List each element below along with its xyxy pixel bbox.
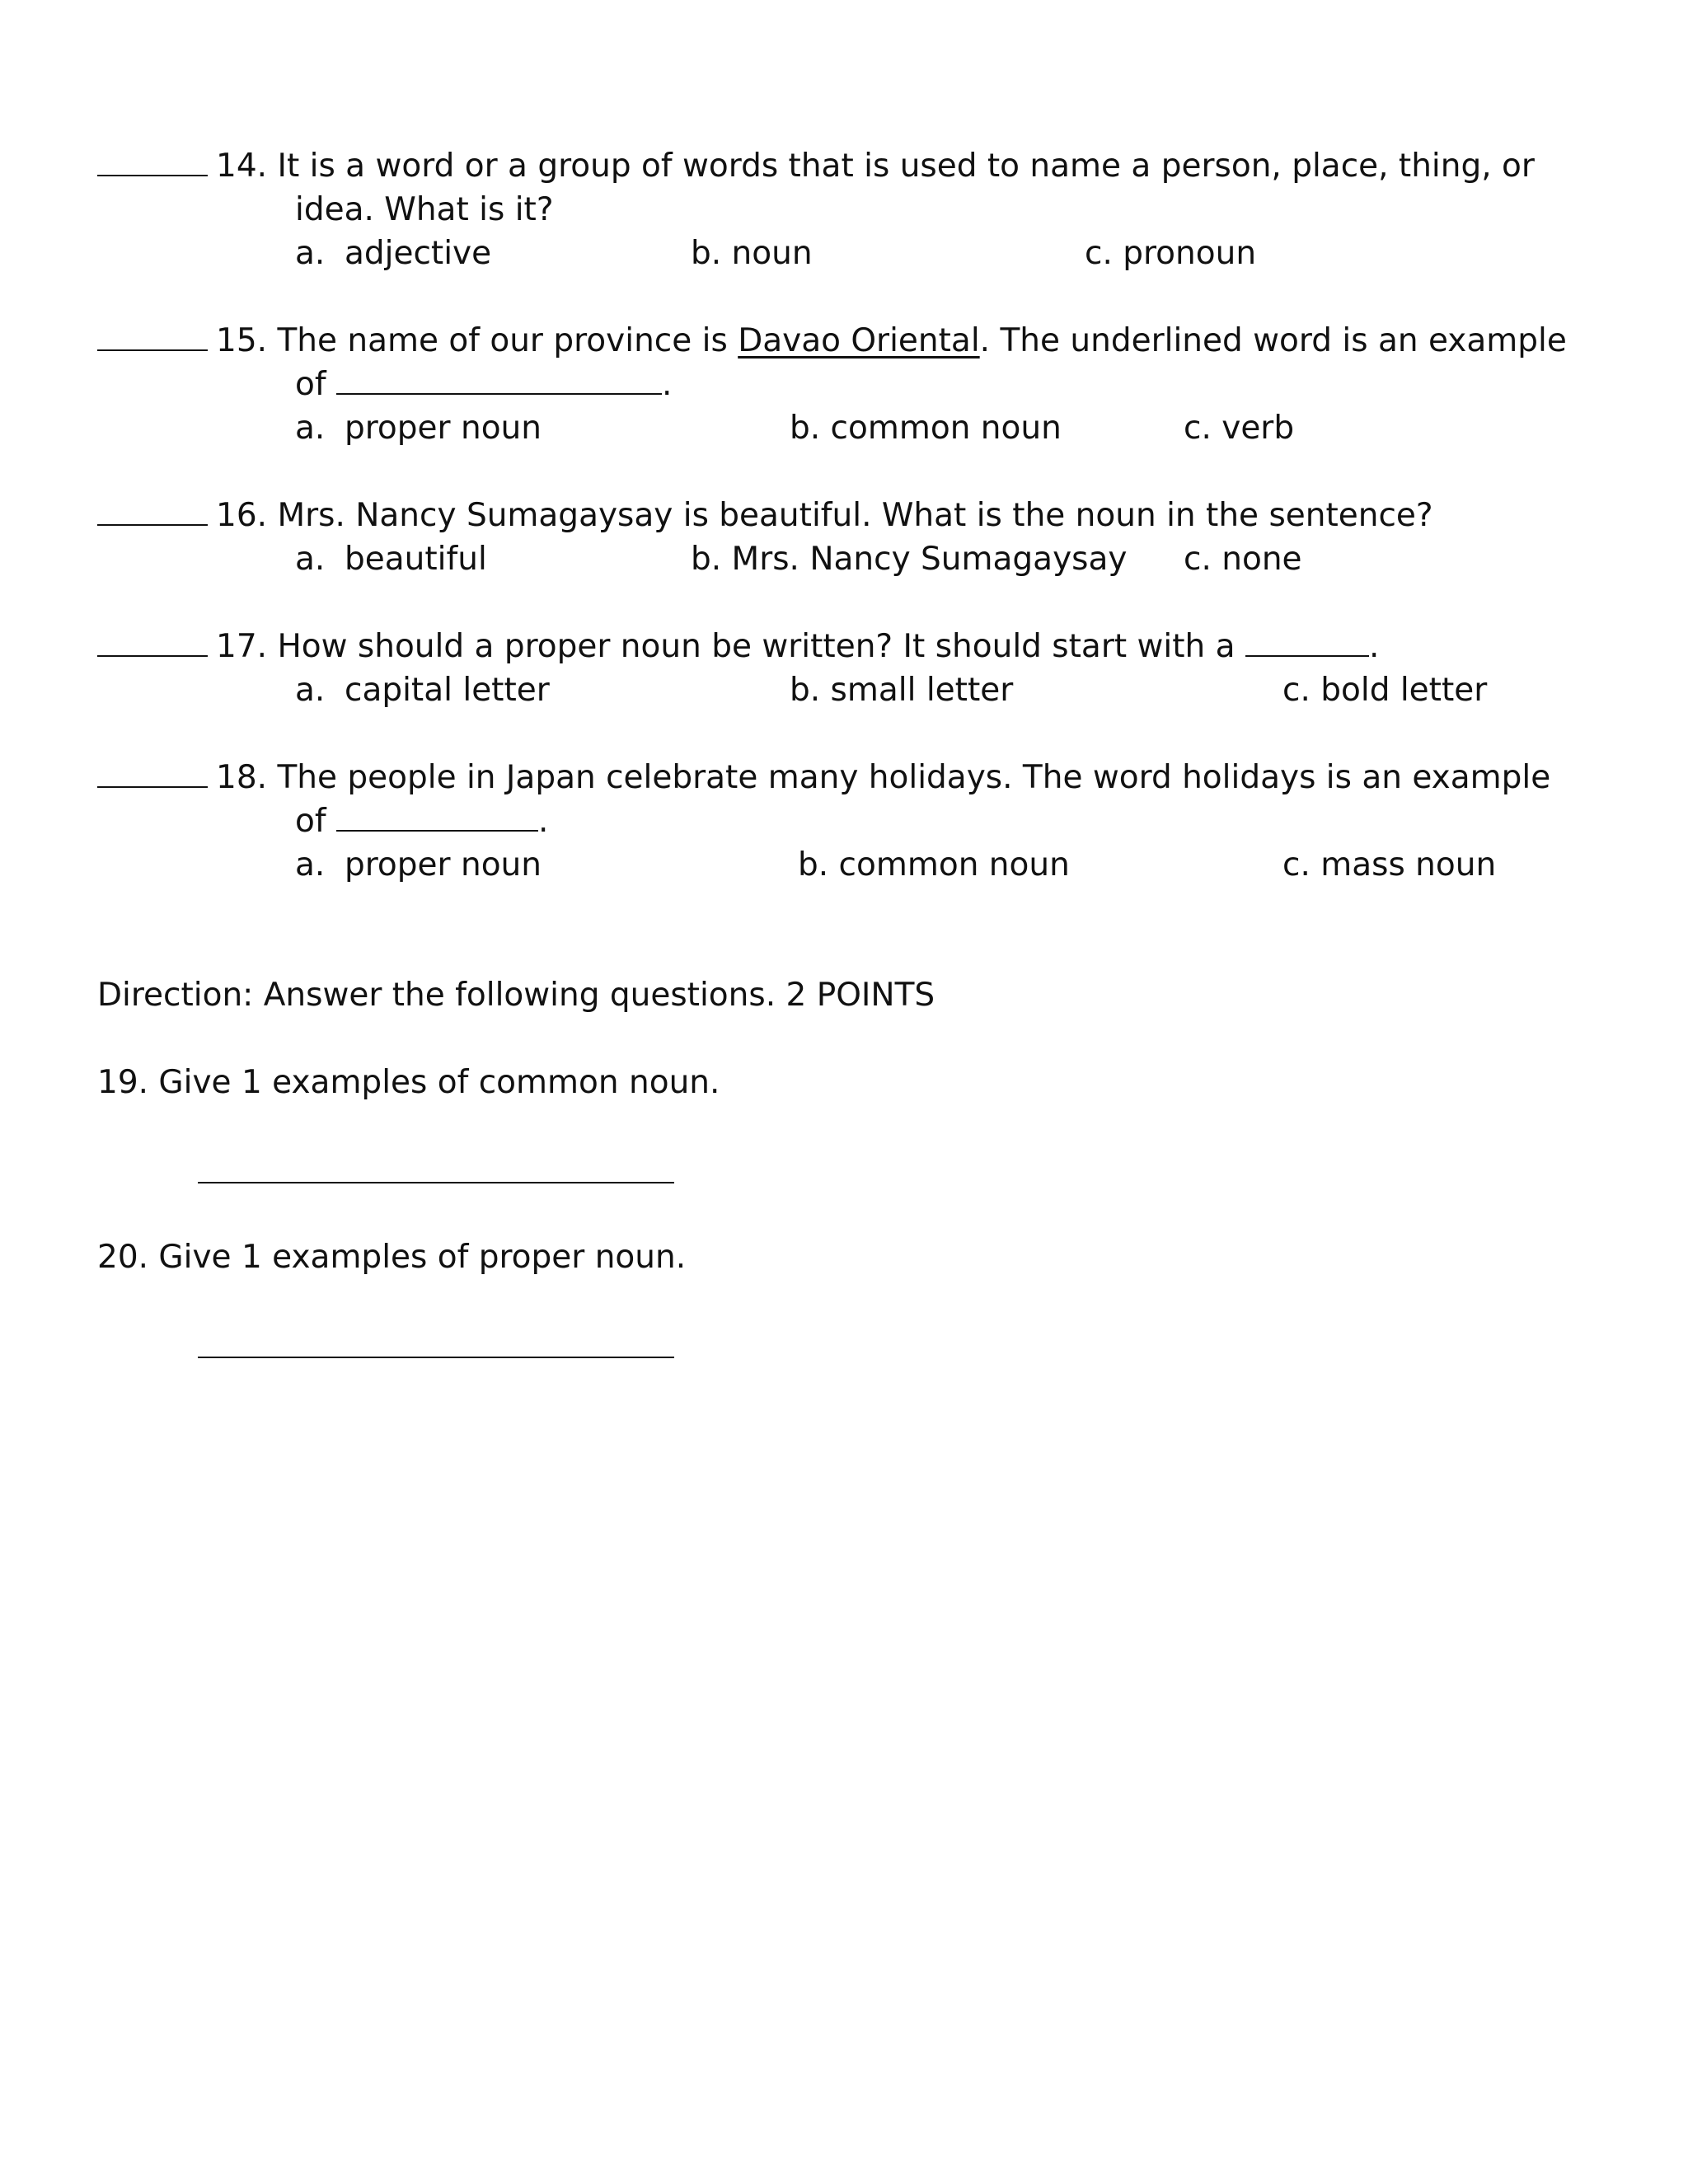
question-14-line2: idea. What is it? — [295, 191, 554, 228]
option-a — [295, 232, 491, 275]
question-16 — [97, 494, 1433, 537]
question-18 — [97, 757, 1550, 799]
answer-line-20[interactable] — [198, 1357, 674, 1358]
option-a — [295, 669, 550, 712]
period: . — [1368, 628, 1380, 665]
question-15-line2 — [295, 363, 672, 406]
option-letter: a. — [295, 541, 326, 578]
question-text: How should a proper noun be written? It should start with a — [277, 628, 1236, 665]
option-c: c. mass noun — [1282, 846, 1497, 883]
question-number: 14. — [216, 148, 268, 185]
option-c: c. none — [1184, 541, 1302, 578]
option-a — [295, 844, 542, 887]
option-b: b. common noun — [790, 410, 1062, 447]
fill-in-blank[interactable] — [336, 800, 538, 832]
option-letter: a. — [295, 235, 326, 272]
question-18-line2 — [295, 800, 548, 843]
option-text: adjective — [345, 235, 492, 272]
period: . — [538, 803, 549, 840]
option-c: c. pronoun — [1085, 235, 1257, 272]
option-letter: a. — [295, 672, 326, 709]
question-text: The name of our province is — [277, 322, 728, 359]
option-b: b. small letter — [790, 672, 1014, 709]
question-text-post: . The underlined word is an example — [979, 322, 1567, 359]
question-text: The people in Japan celebrate many holidays. The word holidays is an example — [277, 759, 1551, 796]
question-number: 17. — [216, 628, 268, 665]
question-text: of — [295, 803, 326, 840]
question-20: 20. Give 1 examples of proper noun. — [97, 1239, 687, 1276]
option-c: c. bold letter — [1282, 672, 1488, 709]
answer-blank-17[interactable] — [97, 626, 208, 657]
option-b: b. noun — [691, 235, 813, 272]
option-b: b. common noun — [798, 846, 1070, 883]
question-text: Mrs. Nancy Sumagaysay is beautiful. What is the noun in the sentence? — [277, 497, 1433, 534]
option-b: b. Mrs. Nancy Sumagaysay — [691, 541, 1128, 578]
question-19: 19. Give 1 examples of common noun. — [97, 1064, 720, 1101]
fill-in-blank[interactable] — [336, 363, 662, 395]
question-15 — [97, 320, 1567, 363]
question-text: of — [295, 366, 326, 403]
question-number: 15. — [216, 322, 268, 359]
fill-in-blank[interactable] — [1245, 626, 1369, 657]
question-17 — [97, 626, 1379, 668]
option-text: proper noun — [345, 846, 542, 883]
question-14 — [97, 145, 1535, 188]
answer-blank-18[interactable] — [97, 757, 208, 788]
question-text: It is a word or a group of words that is used to name a person, place, thing, or — [277, 148, 1535, 185]
option-text: beautiful — [345, 541, 487, 578]
question-number: 18. — [216, 759, 268, 796]
underlined-word: Davao Oriental — [738, 322, 980, 359]
option-a — [295, 538, 487, 581]
direction-text: Direction: Answer the following questions. 2 POINTS — [97, 977, 935, 1014]
option-text: capital letter — [345, 672, 550, 709]
option-text: proper noun — [345, 410, 542, 447]
option-letter: a. — [295, 410, 326, 447]
option-letter: a. — [295, 846, 326, 883]
answer-blank-15[interactable] — [97, 320, 208, 351]
answer-blank-14[interactable] — [97, 145, 208, 176]
option-c: c. verb — [1184, 410, 1295, 447]
answer-line-19[interactable] — [198, 1182, 674, 1183]
question-number: 16. — [216, 497, 268, 534]
answer-blank-16[interactable] — [97, 494, 208, 526]
period: . — [662, 366, 673, 403]
option-a — [295, 407, 542, 450]
